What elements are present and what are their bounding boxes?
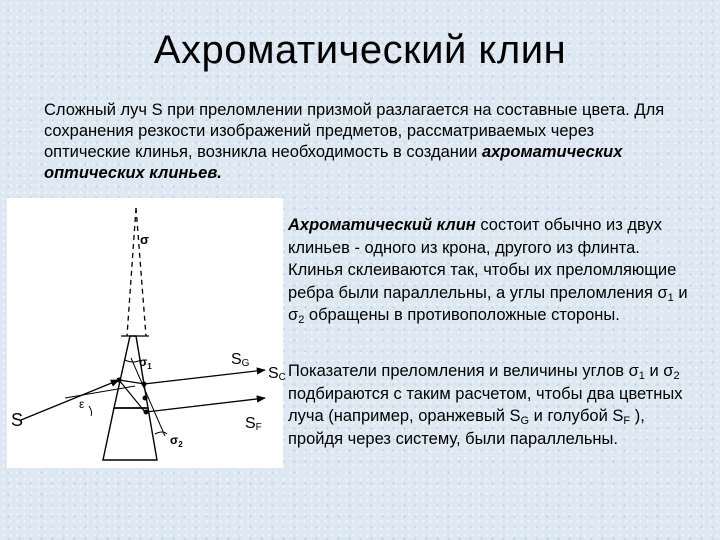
paragraph1-text: состоит обычно из двух клиньев - одного из крона, другого из флинта. Клинья склеиваются так, чтобы их преломляющие ребра были параллельны, а углы преломления σ [288,216,677,302]
point-1 [117,378,122,383]
paragraph2-text: подбираются с таким расчетом, чтобы два цветных луча (например, оранжевый S [288,384,683,425]
outgoing-ray-SF [146,398,265,412]
ray-inside-2 [119,380,145,412]
paragraph2-text: и σ [644,362,674,380]
intro-text: Сложный луч S при преломлении призмой разлагается на составные цвета. Для сохранения резкости изображений предметов, рассматриваемых через оптические клинья, возникла необходимость в создании [44,101,665,161]
sigma1-subscript: 1 [667,291,674,304]
SF-subscript: F [623,415,631,427]
lower-wedge [103,408,157,460]
intro-paragraph [44,100,684,184]
paragraph2-text: Показатели преломления и величины углов σ [288,362,639,380]
apex-dashed-line-left [127,208,136,336]
angle-arc-sigma2 [155,432,167,434]
sigma2-subscript: 2 [673,370,680,382]
point-3 [143,396,148,401]
label-sigma-top: σ [140,232,149,247]
label-sigma1: $\sigma_1$ [139,355,152,371]
outgoing-ray-SG [144,370,265,384]
label-S: S [11,410,24,430]
angle-arc-epsilon [89,406,92,416]
slide-title: Ахроматический клин [153,28,567,72]
paragraph1-bold-lead: Ахроматический клин [288,216,476,234]
paragraph-composition [288,214,698,327]
incoming-ray [21,380,119,420]
SG-subscript: G [520,415,530,427]
sigma1-subscript: 1 [638,370,645,382]
achromatic-wedge-diagram [7,198,286,468]
paragraph2-text: и голубой S [529,407,624,425]
label-sigma2: $\sigma_2$ [170,433,183,449]
intro-bold-text: ахроматических оптических клиньев. [44,143,623,182]
label-SF: SF [245,415,262,433]
paragraph1-text: и σ [288,283,688,324]
sigma2-subscript: 2 [298,314,305,326]
label-epsilon: ε [79,397,85,411]
label-SC: SC [268,365,286,383]
paragraph-refraction [288,360,698,450]
paragraph2-text: ), пройдя через систему, были параллельны. [288,407,645,448]
label-SG: SG [231,351,250,369]
apex-dashed-line-right [136,208,146,336]
paragraph1-text: обращены в противоположные стороны. [304,306,620,324]
